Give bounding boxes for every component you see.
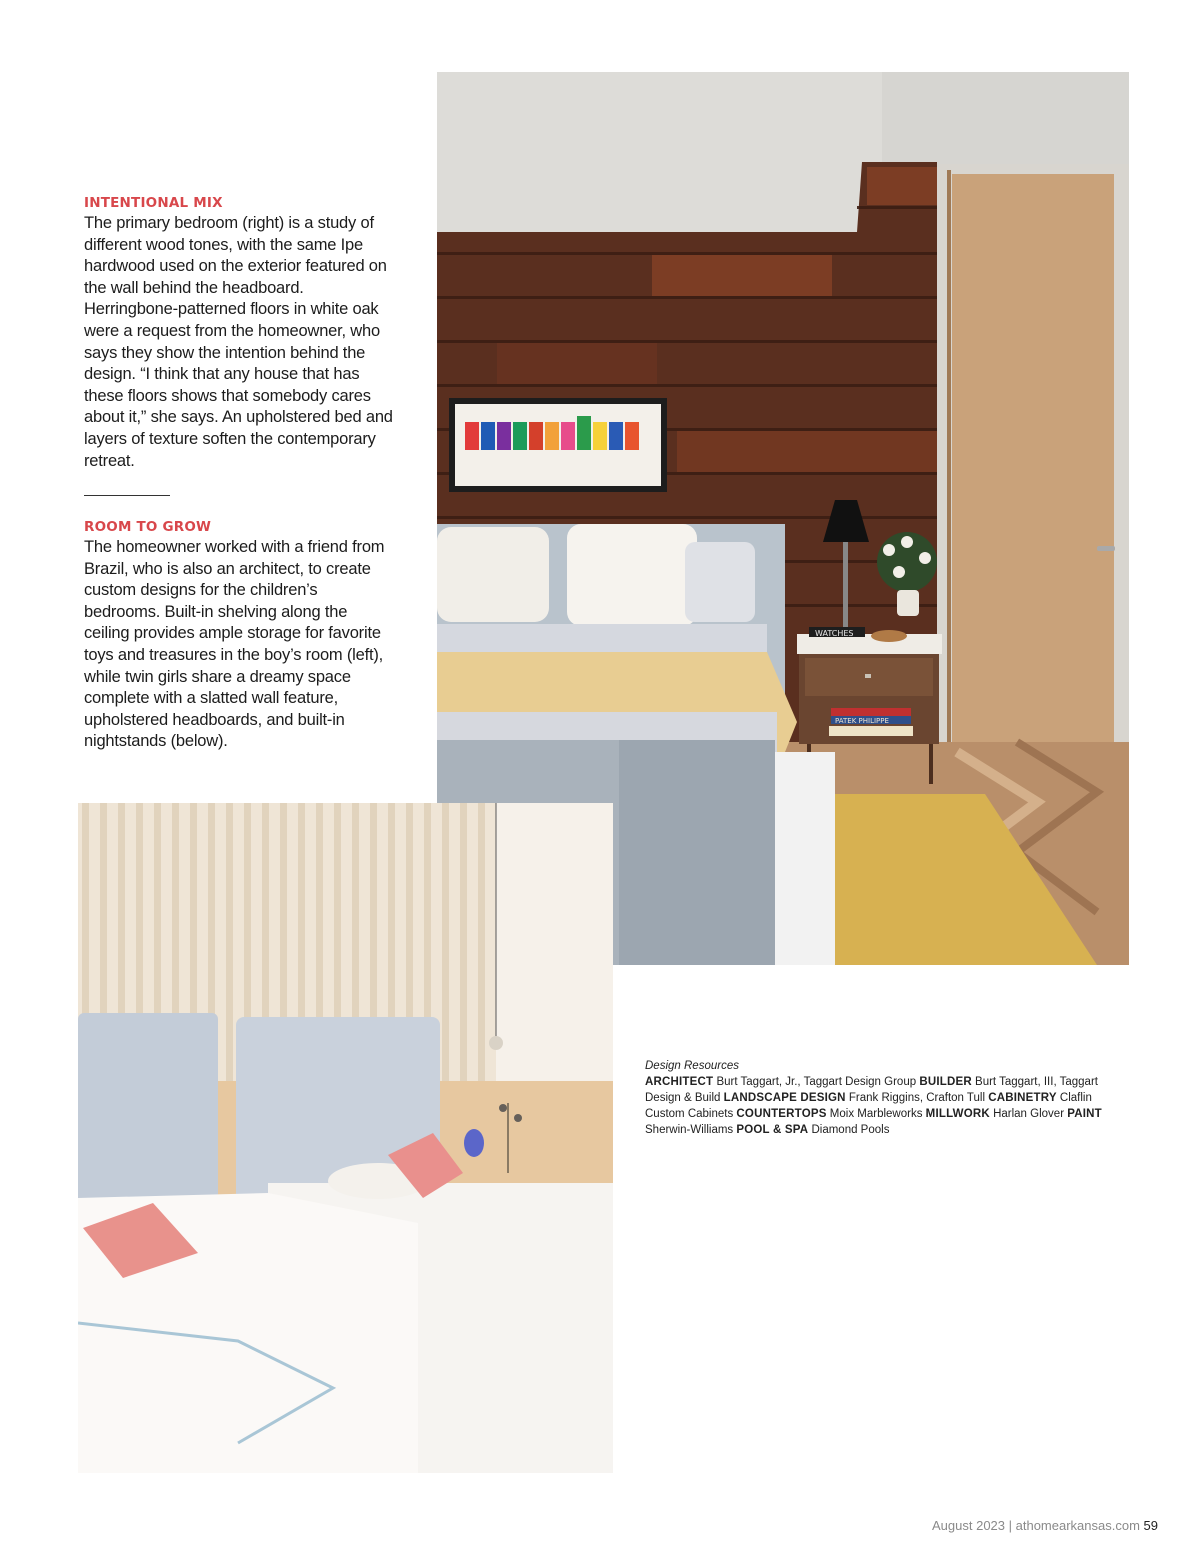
design-resources	[645, 1058, 1115, 1138]
divider	[84, 495, 170, 496]
resource-role: LANDSCAPE DESIGN	[723, 1092, 846, 1104]
section-body: The homeowner worked with a friend from Brazil, who is also an architect, to create custom designs for the children’s bedrooms. Built-in shelving along the ceiling provides ample storage for favorite toys and treasures in the boy’s room (left), while twin girls share a dreamy space complete with a slatted wall feature, upholstered headboards, and built-in nightstands (below).	[84, 538, 385, 751]
resource-name: Moix Marbleworks	[829, 1108, 923, 1120]
resource-role: COUNTERTOPS	[736, 1108, 827, 1120]
resource-name: Claflin Custom Cabinets	[645, 1092, 1092, 1120]
section-heading: ROOM TO GROW	[84, 519, 212, 535]
book-label-watches: WATCHES	[815, 629, 854, 638]
resource-role: CABINETRY	[988, 1092, 1057, 1104]
resource-name: Burt Taggart, Jr., Taggart Design Group	[716, 1076, 917, 1088]
section-room-to-grow	[84, 519, 394, 753]
page-folio	[932, 1518, 1158, 1533]
resource-role: MILLWORK	[925, 1108, 990, 1120]
issue-and-site: August 2023 | athomearkansas.com	[932, 1518, 1140, 1533]
resource-role: POOL & SPA	[736, 1124, 809, 1136]
resource-name: Diamond Pools	[811, 1124, 890, 1136]
girls-bedroom-photo	[78, 803, 613, 1473]
resource-name: Sherwin-Williams	[645, 1124, 734, 1136]
resource-role: ARCHITECT	[645, 1076, 714, 1088]
resource-role: PAINT	[1067, 1108, 1102, 1120]
resources-list	[645, 1074, 1115, 1138]
resource-name: Burt Taggart, III, Taggart Design & Build	[645, 1076, 1098, 1104]
resources-title: Design Resources	[645, 1060, 739, 1072]
section-body: The primary bedroom (right) is a study of different wood tones, with the same Ipe hardwood used on the exterior featured on the wall behind the headboard. Herringbone-patterned floors in white oak were a request from the homeowner, who says they show the intention behind the design. “I think that any house that has these floors shows that somebody cares about it,” she says. An upholstered bed and layers of texture soften the contemporary retreat.	[84, 214, 393, 470]
book-label-patek: PATEK PHILIPPE	[835, 717, 889, 725]
section-intentional-mix	[84, 195, 394, 472]
resource-name: Frank Riggins, Crafton Tull	[848, 1092, 986, 1104]
section-heading: INTENTIONAL MIX	[84, 195, 223, 211]
resource-role: BUILDER	[919, 1076, 972, 1088]
resource-name: Harlan Glover	[993, 1108, 1065, 1120]
page-number: 59	[1143, 1518, 1158, 1533]
